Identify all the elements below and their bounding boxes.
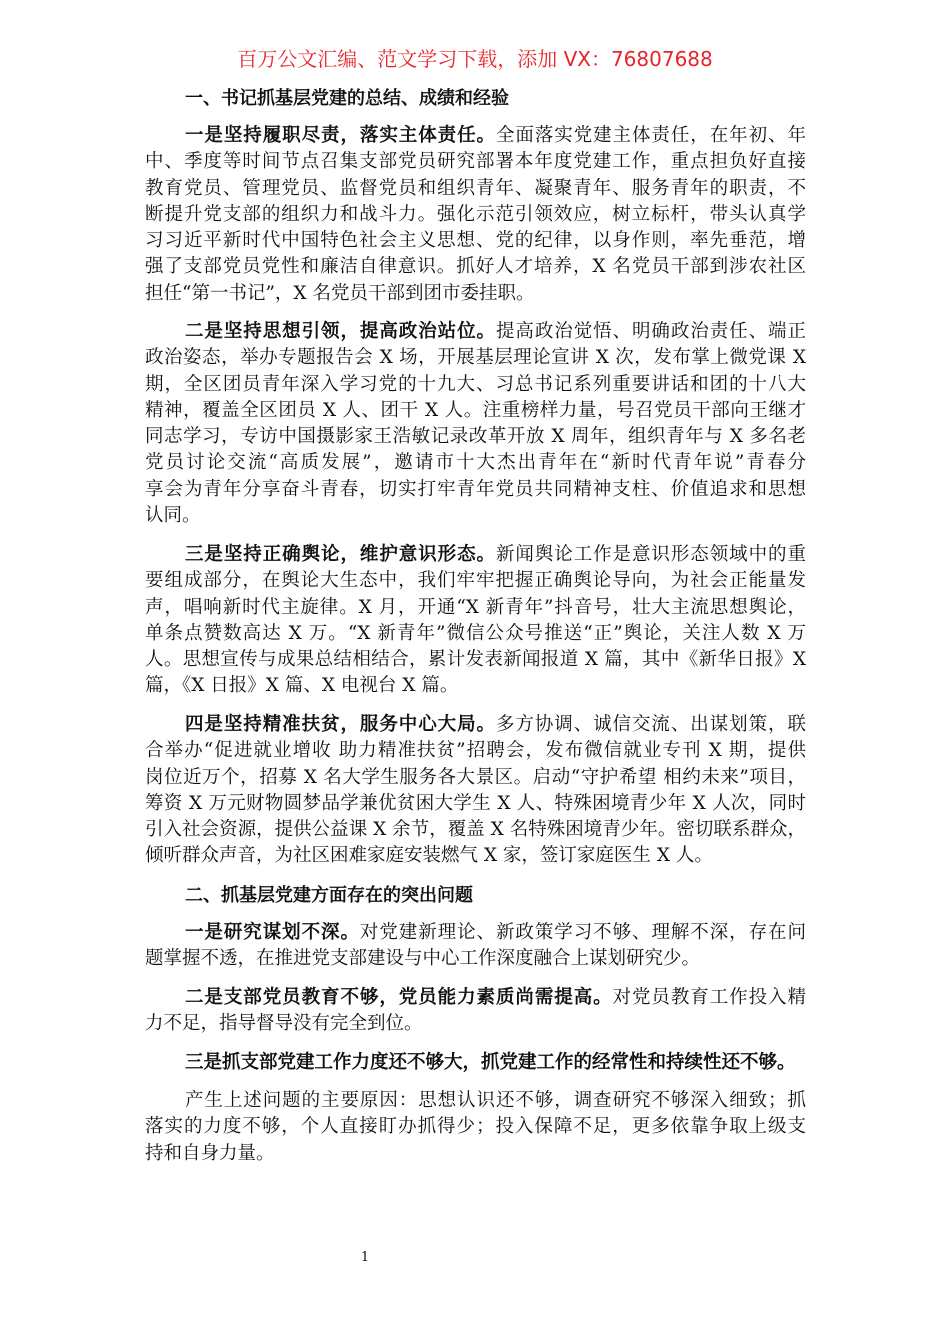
paragraph-line [145, 281, 806, 307]
paragraph-line [145, 920, 806, 946]
paragraph [145, 985, 806, 1038]
paragraph-text: 落实的力度不够，个人直接盯办抓得少；投入保障不足，更多依靠争取上级支 [145, 1116, 806, 1138]
paragraph-line [145, 345, 806, 371]
paragraph-line [145, 1114, 806, 1140]
paragraph-text: 引入社会资源，提供公益课 X 余节，覆盖 X 名特殊困境青少年。密切联系群众， [145, 819, 806, 841]
paragraph-text: 岗位近万个，招募 X 名大学生服务各大景区。启动“守护希望 相约未来”项目， [145, 766, 806, 788]
paragraph-text: 新闻舆论工作是意识形态领域中的重 [495, 544, 806, 565]
paragraph-text: 享会为青年分享奋斗青春，切实打牢青年党员共同精神支柱、价值追求和思想 [145, 478, 806, 500]
paragraph-line [145, 542, 806, 568]
paragraph-line [145, 398, 806, 424]
paragraph-line [145, 477, 806, 503]
paragraph-line [145, 254, 806, 280]
paragraph-line [145, 1050, 806, 1076]
paragraph-line [145, 372, 806, 398]
paragraph-lead: 一是研究谋划不深。 [185, 922, 360, 943]
paragraph-line [145, 738, 806, 764]
paragraph-text: 要组成部分，在舆论大生态中，我们牢牢把握正确舆论导向，为社会正能量发 [145, 570, 806, 592]
paragraph-text: 单条点赞数高达 X 万。“X 新青年”微信公众号推送“正”舆论，关注人数 X 万 [145, 622, 806, 644]
section-heading-2: 二、抓基层党建方面存在的突出问题 [185, 885, 473, 906]
paragraph-line [145, 424, 806, 450]
paragraph-line [145, 319, 806, 345]
paragraph-line [145, 149, 806, 175]
paragraph-line [145, 647, 806, 673]
paragraph-text: 认同。 [145, 505, 201, 527]
paragraph-text: 人。思想宣传与成果总结相结合，累计发表新闻报道 X 篇，其中《新华日报》X [145, 649, 806, 671]
watermark-banner: 百万公文汇编、范文学习下载，添加 VX：76807688 [237, 47, 713, 71]
paragraph-lead: 三是抓支部党建工作力度还不够大，抓党建工作的经常性和持续性还不够。 [185, 1052, 796, 1073]
paragraph-line [145, 985, 806, 1011]
paragraph-text: 全面落实党建主体责任，在年初、年 [495, 125, 806, 146]
paragraph-text: 同志学习，专访中国摄影家王浩敏记录改革开放 X 周年，组织青年与 X 多名老 [145, 426, 806, 448]
paragraph-lead: 二是支部党员教育不够，党员能力素质尚需提高。 [185, 987, 613, 1008]
page-number: 1 [360, 1250, 370, 1265]
paragraph-line [145, 1011, 806, 1037]
paragraph [145, 712, 806, 870]
paragraph [145, 123, 806, 307]
paragraph-text: 持和自身力量。 [145, 1142, 275, 1164]
paragraph-line [145, 1088, 806, 1114]
paragraph [145, 542, 806, 700]
paragraph-line [145, 595, 806, 621]
paragraph-text: 担任“第一书记”，X 名党员干部到团市委挂职。 [145, 282, 535, 304]
paragraph [145, 319, 806, 529]
paragraph-text: 倾听群众声音，为社区困难家庭安装燃气 X 家，签订家庭医生 X 人。 [145, 845, 713, 867]
paragraph [145, 920, 806, 973]
paragraph-line [145, 765, 806, 791]
paragraph-line [145, 1141, 806, 1167]
paragraph-text: 力不足，指导督导没有完全到位。 [145, 1013, 423, 1035]
paragraph-line [145, 123, 806, 149]
paragraph-text: 中、季度等时间节点召集支部党员研究部署本年度党建工作，重点担负好直接 [145, 151, 806, 173]
paragraph-line [145, 228, 806, 254]
paragraph-line [145, 673, 806, 699]
paragraph [145, 1088, 806, 1167]
paragraph-text: 对党员教育工作投入精 [612, 987, 806, 1008]
paragraph-line [145, 503, 806, 529]
paragraph-line [145, 712, 806, 738]
section-heading-1: 一、书记抓基层党建的总结、成绩和经验 [185, 88, 509, 109]
paragraph-line [145, 176, 806, 202]
paragraph-text: 提高政治觉悟、明确政治责任、端正 [495, 321, 806, 342]
paragraph-text: 对党建新理论、新政策学习不够、理解不深，存在问 [359, 922, 806, 943]
paragraph-line [145, 450, 806, 476]
paragraph-lead: 一是坚持履职尽责，落实主体责任。 [185, 125, 496, 146]
paragraph-line [145, 568, 806, 594]
paragraph-text: 精神，覆盖全区团员 X 人、团干 X 人。注重榜样力量，号召党员干部向王继才 [145, 399, 806, 421]
paragraph-line [145, 843, 806, 869]
paragraph-text: 声，唱响新时代主旋律。X 月，开通“X 新青年”抖音号，壮大主流思想舆论， [145, 596, 806, 618]
paragraph-text: 产生上述问题的主要原因：思想认识还不够，调查研究不够深入细致；抓 [185, 1090, 806, 1111]
paragraph-text: 党员讨论交流“高质发展”，邀请市十大杰出青年在“新时代青年说”青春分 [145, 452, 806, 474]
paragraph-text: 合举办“促进就业增收 助力精准扶贫”招聘会，发布微信就业专刊 X 期，提供 [145, 740, 806, 762]
paragraph-text: 多方协调、诚信交流、出谋划策，联 [495, 714, 806, 735]
paragraph-text: 断提升党支部的组织力和战斗力。强化示范引领效应，树立标杆，带头认真学 [145, 203, 806, 225]
paragraph-lead: 三是坚持正确舆论，维护意识形态。 [185, 544, 496, 565]
paragraph-text: 政治姿态，举办专题报告会 X 场，开展基层理论宣讲 X 次，发布掌上微党课 X [145, 347, 806, 369]
paragraph-text: 题掌握不透，在推进党支部建设与中心工作深度融合上谋划研究少。 [145, 948, 701, 970]
paragraph-line [145, 202, 806, 228]
paragraph-line [145, 817, 806, 843]
paragraph-line [145, 621, 806, 647]
paragraph-text: 教育党员、管理党员、监督党员和组织青年、凝聚青年、服务青年的职责，不 [145, 177, 806, 199]
paragraph-text: 习习近平新时代中国特色社会主义思想、党的纪律，以身作则，率先垂范，增 [145, 230, 806, 252]
paragraph-lead: 四是坚持精准扶贫，服务中心大局。 [185, 714, 496, 735]
paragraph-text: 筹资 X 万元财物圆梦品学兼优贫困大学生 X 人、特殊困境青少年 X 人次，同时 [145, 792, 806, 814]
paragraph-text: 篇，《X 日报》X 篇、X 电视台 X 篇。 [145, 675, 459, 697]
paragraph-line [145, 791, 806, 817]
paragraph-line [145, 946, 806, 972]
paragraph-text: 强了支部党员党性和廉洁自律意识。抓好人才培养，X 名党员干部到涉农社区 [145, 256, 806, 278]
paragraph-text: 期，全区团员青年深入学习党的十九大、习总书记系列重要讲话和团的十八大 [145, 373, 806, 395]
paragraph [145, 1050, 806, 1076]
paragraph-lead: 二是坚持思想引领，提高政治站位。 [185, 321, 496, 342]
